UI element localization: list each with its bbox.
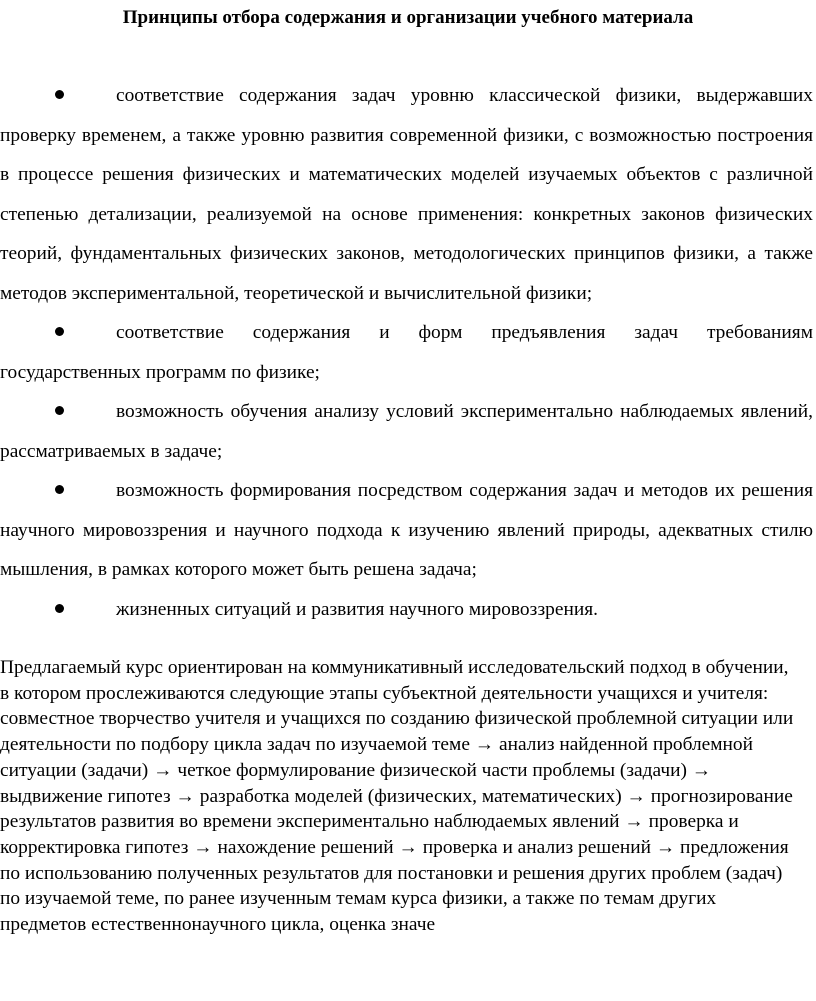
bullet-text: соответствие содержания задач уровню классической физики, выдержавших проверку временем, а также уровню развития современной физики, с возможностью построения в процессе решения физических и математических моделей изучаемых объектов с различной степенью детализации, реализуемой на основе применения: конкретных законов физических теорий, фундаментальных физических законов, методологических принципов физики, а также методов экспериментальной, теоретической и вычислительной физики; [0,85,813,304]
bullet-item [0,590,813,630]
bullet-dot-icon [55,485,64,494]
page-title: Принципы отбора содержания и организации учебного материала [122,7,694,28]
bullet-item [0,76,813,313]
bullet-dot-icon [55,604,64,613]
body-paragraph: Предлагаемый курс ориентирован на коммуникативный исследовательский подход в обучении, в котором прослеживаются следующие этапы субъектной деятельности учащихся и учителя: совместное творчество учителя и учащихся по созданию физической проблемной ситуации или деятельности по подбору цикла задач по изучаемой теме → анализ найденной проблемной ситуации (задачи) → четкое формулирование физической части проблемы (задачи) → выдвижение гипотез → разработка моделей (физических, математических) → прогнозирование результатов развития во времени экспериментально наблюдаемых явлений → проверка и корректировка гипотез → нахождение решений → проверка и анализ решений → предложения по использованию полученных результатов для постановки и решения других проблем (задач) по изучаемой теме, по ранее изученным темам курса физики, а также по темам других предметов естественнонаучного цикла, оценка значе [0,657,794,936]
bullet-item [0,392,813,471]
bullet-item [0,471,813,590]
bullet-text: соответствие содержания и форм предъявления задач требованиям государственных программ по физике; [0,322,813,383]
bullet-text: возможность формирования посредством содержания задач и методов их решения научного мировоззрения и научного подхода к изучению явлений природы, адекватных стилю мышления, в рамках которого может быть решена задача; [0,480,813,580]
bullet-text: жизненных ситуаций и развития научного мировоззрения. [116,598,598,620]
bullet-dot-icon [55,90,64,99]
bullet-item [0,313,813,392]
bullet-list [0,76,813,629]
bullet-dot-icon [55,406,64,415]
bullet-text: возможность обучения анализу условий экспериментально наблюдаемых явлений, рассматриваемых в задаче; [0,401,813,462]
bullet-dot-icon [55,327,64,336]
